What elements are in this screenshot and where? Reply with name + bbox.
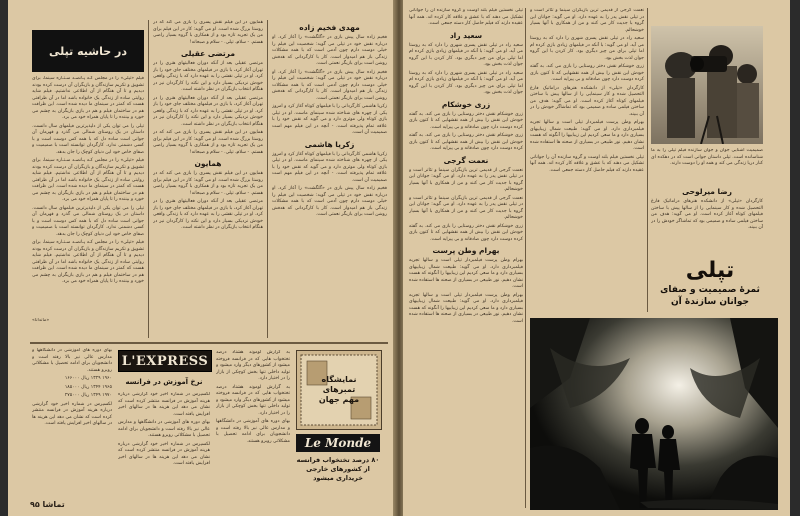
lexpress-logo: L'EXPRESS	[118, 350, 212, 372]
intro-body	[651, 148, 763, 182]
col1-body	[32, 76, 144, 330]
col3-paragraph: زکریا هاشمی کارگردانی را با فیلمهای کوتاه آغاز کرد و امروز یکی از چهره های شناخته شده سینمای ماست. او در تپلی بازی کوتاه ولی موثری دارد و می گوید که نقش خود را با علاقه تمام پذیرفته است. - آنچه در این فیلم مهم است صمیمیت آن است.	[272, 104, 387, 135]
column-rule	[267, 20, 268, 338]
col3-paragraph: فخیم زاده سال پیش بازی در «گلگشت» را آغاز کرد. او درباره نقش خود در تپلی می گوید: شخصیت این فیلم را خیلی دوست دارم چون آدمی است که با همه مشکلات زندگی باز هم امیدوار است. کار با کارگردانی که هدفش روشن است برای بازیگر نعمتی است.	[272, 186, 387, 217]
lexpress-paragraph: لکسپرس در شماره اخیر خود گزارشی درباره هزینه آموزش در فرانسه منتشر کرده است که نشان می دهد این هزینه ها در سالهای اخیر افزایش یافته است.	[118, 392, 210, 417]
colB-paragraph: بهرام وطن پرست فیلمبردار تپلی است و سالها تجربه فیلمبرداری دارد. او می گوید: طبیعت شمال زیباییهای بسیاری دارد و ما سعی کردیم این زیباییها را آنگونه که هست نشان دهیم. نور طبیعی در بسیاری از صحنه ها استفاده شده است.	[530, 120, 644, 151]
lexpress-paragraph: بهای دوره های آموزشی در دانشگاهها و مدارس عالی نیز بالا رفته است و دانشجویان برای ادامه تحصیل با مشکلاتی روبرو هستند.	[118, 420, 210, 438]
col1-paragraph: تپلی را می توان یکی از دلپذیرترین فیلمهای سال دانست. داستان در یک روستای شمالی می گذرد و قهرمان آن جوانی است ساده دل که با همه کس دوست است و با کسی دشمنی ندارد. کارگردان توانسته است با صمیمیت و صفای خاص خود این دنیای کوچک را جان بدهد.	[32, 205, 144, 237]
col2-intro: همایون در این فیلم نقش پسری را بازی می کند که در روستا بزرگ شده است. او می گوید: کار در این فیلم برای من یک تجربه تازه بود و از همکاری با گروه بسیار راضی هستم. - سلام، تپلی. - سلام و صبحانه!	[153, 20, 263, 45]
stamp-line-1: نمایشگاه	[321, 375, 357, 384]
right-page	[403, 0, 800, 516]
colA-paragraph: نعمت گرجی از قدیمی ترین بازیگران سینما و تئاتر است و در تپلی نقش پدر را به عهده دارد. او می گوید: جوانان این گروه با جدیت کار می کنند و من از همکاری با آنها بسیار خوشحالم.	[409, 195, 523, 220]
heading-homayoun: همایون	[194, 159, 222, 168]
heading-reza: رضا میرلوحی	[682, 187, 732, 196]
reza-section	[651, 184, 763, 254]
col2-paragraph: همایون در این فیلم نقش پسری را بازی می کند که در روستا بزرگ شده است. او می گوید: کار در این فیلم برای من یک تجربه تازه بود و از همکاری با گروه بسیار راضی هستم. - سلام، تپلی. - سلام و صبحانه!	[153, 130, 263, 155]
feature-title: تپلی	[685, 258, 735, 283]
lemonde-logo: Le Monde	[296, 434, 380, 452]
page-footer: تماشا ۹۵	[30, 500, 65, 509]
signature-block	[32, 318, 144, 330]
lexpress-headline: نرخ آموزش در فرانسه	[125, 378, 203, 386]
lemonde-paragraph: بهای دوره های آموزشی در دانشگاهها و مدارس عالی نیز بالا رفته است و دانشجویان برای ادامه تحصیل با مشکلاتی روبرو هستند.	[216, 419, 290, 444]
colB-body	[530, 8, 644, 312]
heading-zakaria: زکریا هاشمی	[304, 139, 355, 149]
heading-saeed: سعید راد	[449, 30, 483, 40]
colA-paragraph: زری خوشکام نقش دختر روستایی را بازی می کند. به گفته خودش این نقش را بیش از همه نقشهایی که تا کنون بازی کرده دوست دارد چون صادقانه و بی پیرایه است.	[409, 223, 523, 242]
column-rule	[525, 8, 526, 508]
colA-paragraph: سعید راد در تپلی نقش پسری شهری را دارد که به روستا می آید. او می گوید: با آنکه در فیلمهای زیادی بازی کرده ام اما تپلی برای من چیز دیگری بود. کار کردن با این گروه جوان لذت بخش بود.	[409, 70, 523, 95]
colB-paragraph: کارگردان «تپلی» از دانشکده هنرهای دراماتیک فارغ التحصیل شده و کار سینمایی را از سالها پیش با ساختن فیلمهای کوتاه آغاز کرده است. او می گوید: هدف من ساختن فیلمی ساده و صمیمی بود که تماشاگر خودش را در آن ببیند.	[530, 85, 644, 117]
col3-paragraph: زکریا هاشمی کارگردانی را با فیلمهای کوتاه آغاز کرد و امروز یکی از چهره های شناخته شده سینمای ماست. او در تپلی بازی کوتاه ولی موثری دارد و می گوید که نقش خود را با علاقه تمام پذیرفته است. - آنچه در این فیلم مهم است صمیمیت آن است.	[272, 151, 387, 183]
col3-body	[272, 20, 387, 338]
forest-photo-image	[530, 318, 778, 510]
lemonde-sub2: خریداری میشود	[313, 474, 363, 482]
stamp-line-3: مهم جهان	[318, 395, 360, 404]
lemonde-sub1: از کشورهای خارجی	[306, 465, 370, 473]
forest-photo	[530, 318, 778, 510]
lexpress-paragraph: لکسپرس در شماره اخیر خود گزارشی درباره هزینه آموزش در فرانسه منتشر کرده است که نشان می دهد این هزینه ها در سالهای اخیر افزایش یافته است.	[118, 441, 210, 466]
colA-paragraph: تپلی نخستین فیلم بلند اوست و گروه سازنده آن را جوانانی تشکیل می دهند که با عشق و علاقه کار کرده اند. همه آنها عقیده دارند که فیلم حاصل کار دسته جمعی است.	[409, 8, 523, 26]
price-row: ۱۹۷۰ ۱۳۴۹ ریال ۲۷۵۰۰۰	[64, 393, 112, 398]
colB-paragraph: زری خوشکام نقش دختر روستایی را بازی می کند. به گفته خودش این نقش را بیش از همه نقشهایی که تا کنون بازی کرده دوست دارد چون صادقانه و بی پیرایه است.	[530, 64, 644, 82]
col2-paragraph: مرتضی عقیلی بعد از آنکه دوران فعالیتهای هنری را در تهران آغاز کرد، با بازی در فیلمهای مختلف جای خود را باز کرد. او در تپلی نقشی را به عهده دارد که با زندگی واقعی خودش نزدیکی بسیار دارد و این نکته را کارگردان نیز در هنگام انتخاب بازیگران در نظر داشته است.	[153, 199, 263, 230]
col1-paragraph: فیلم «تپلی» را در مجلس کـه پـانصـد سـتـاره سینما، برای تشویق و تکریم سازندگان و بازیگران آن درست کرده بودند دیدیم و تا آن هنگام از آن اطلاعی نداشتیم. فیلم شاید روایتی ساده از زندگی یک خانواده باشد اما در آن ظرافتی هست که کمتر در سینمای ما دیده شده است. این ظرافت هم در ساختمان فیلم و هم در بازی بازیگران به چشم می خورد و بیننده را تا پایان همراه خود می برد.	[32, 76, 144, 120]
heading-fakhimzadeh: مهدی فخیم زاده	[299, 23, 360, 32]
prices-paragraph: لکسپرس در شماره اخیر خود گزارشی درباره هزینه آموزش در فرانسه منتشر کرده است که نشان می دهد این هزینه ها در سالهای اخیر افزایش یافته است.	[32, 401, 112, 426]
col1-paragraph: تپلی را می توان یکی از دلپذیرترین فیلمهای سال دانست. داستان در یک روستای شمالی می گذرد و قهرمان آن جوانی است ساده دل که با همه کس دوست است و با کسی دشمنی ندارد. کارگردان توانسته است با صمیمیت و صفای خاص خود این دنیای کوچک را جان بدهد.	[32, 123, 144, 155]
feature-title-block	[651, 258, 769, 308]
outer-edge-left	[0, 0, 4, 516]
prices-block	[32, 348, 112, 498]
col3-paragraph: فخیم زاده سال پیش بازی در «گلگشت» را آغاز کرد. او درباره نقش خود در تپلی می گوید: شخصیت این فیلم را خیلی دوست دارم چون آدمی است که با همه مشکلات زندگی باز هم امیدوار است. کار با کارگردانی که هدفش روشن است برای بازیگر نعمتی است.	[272, 35, 387, 66]
colA-paragraph: بهرام وطن پرست فیلمبردار تپلی است و سالها تجربه فیلمبرداری دارد. او می گوید: طبیعت شمال زیباییهای بسیاری دارد و ما سعی کردیم این زیباییها را آنگونه که هست نشان دهیم. نور طبیعی در بسیاری از صحنه ها استفاده شده است.	[409, 258, 523, 289]
col3-paragraph: فخیم زاده سال پیش بازی در «گلگشت» را آغاز کرد. او درباره نقش خود در تپلی می گوید: شخصیت این فیلم را خیلی دوست دارم چون آدمی است که با همه مشکلات زندگی باز هم امیدوار است. کار با کارگردانی که هدفش روشن است برای بازیگر نعمتی است.	[272, 69, 387, 101]
prices-paragraph: بهای دوره های آموزشی در دانشگاهها و مدارس عالی نیز بالا رفته است و دانشجویان برای ادامه تحصیل با مشکلاتی روبرو هستند.	[32, 348, 112, 373]
section-divider	[30, 342, 388, 344]
lemonde-body	[216, 350, 290, 496]
heading-zari: زری خوشکام	[441, 99, 491, 109]
colA-paragraph: سعید راد در تپلی نقش پسری شهری را دارد که به روستا می آید. او می گوید: با آنکه در فیلمهای زیادی بازی کرده ام اما تپلی برای من چیز دیگری بود. کار کردن با این گروه جوان لذت بخش بود.	[409, 42, 523, 67]
colA-paragraph: بهرام وطن پرست فیلمبردار تپلی است و سالها تجربه فیلمبرداری دارد. او می گوید: طبیعت شمال زیباییهای بسیاری دارد و ما سعی کردیم این زیباییها را آنگونه که هست نشان دهیم. نور طبیعی در بسیاری از صحنه ها استفاده شده است.	[409, 292, 523, 324]
stamp-line-2: تمبرهای	[322, 385, 356, 394]
col2-body	[153, 20, 263, 338]
column-title-box	[32, 30, 144, 72]
price-row: ۱۹۶۰ ۱۳۲۹ ریال ۱۶۶۰۰۰	[64, 376, 112, 381]
column-rule	[647, 8, 648, 312]
feature-subtitle-2: جوانان سازندهٔ آن	[671, 297, 749, 307]
colB-paragraph: سعید راد در تپلی نقش پسری شهری را دارد که به روستا می آید. او می گوید: با آنکه در فیلمهای زیادی بازی کرده ام اما تپلی برای من چیز دیگری بود. کار کردن با این گروه جوان لذت بخش بود.	[530, 36, 644, 61]
colB-paragraph: تپلی نخستین فیلم بلند اوست و گروه سازنده آن را جوانانی تشکیل می دهند که با عشق و علاقه کار کرده اند. همه آنها عقیده دارند که فیلم حاصل کار دسته جمعی است.	[530, 154, 644, 173]
crew-photo-image	[651, 26, 763, 144]
lemonde-headline-block	[296, 456, 380, 483]
colA-paragraph: زری خوشکام نقش دختر روستایی را بازی می کند. به گفته خودش این نقش را بیش از همه نقشهایی که تا کنون بازی کرده دوست دارد چون صادقانه و بی پیرایه است.	[409, 133, 523, 151]
reza-paragraph: کارگردان «تپلی» از دانشکده هنرهای دراماتیک فارغ التحصیل شده و کار سینمایی را از سالها پیش با ساختن فیلمهای کوتاه آغاز کرده است. او می گوید: هدف من ساختن فیلمی ساده و صمیمی بود که تماشاگر خودش را در آن ببیند.	[651, 199, 763, 230]
colA-paragraph: زری خوشکام نقش دختر روستایی را بازی می کند. به گفته خودش این نقش را بیش از همه نقشهایی که تا کنون بازی کرده دوست دارد چون صادقانه و بی پیرایه است.	[409, 111, 523, 130]
lemonde-paragraph: به گزارش لوموند هشتاد درصد تختخواب هایی که در فرانسه فروخته میشود از کشورهای دیگر وارد میشود و تولید داخلی تنها بخش کوچکی از بازار را در اختیار دارد.	[216, 350, 290, 381]
heading-bahram: بهرام وطن پرست	[432, 246, 500, 255]
intro-paragraph: صمیمیت آشنایی جوان و جوان سازنده فیلم تپلی را به ما شناسانده است. تپلی داستان جوانی است که در دهکده ای کنار دریا زندگی می کند و همه او را دوست دارند.	[651, 148, 763, 166]
heading-morteza: مرتضی عقیلی	[181, 49, 235, 58]
heading-nematollah: نعمت گرجی	[443, 155, 489, 165]
lexpress-headline-box	[118, 374, 210, 388]
column-rule	[148, 20, 149, 338]
col2-paragraph: مرتضی عقیلی بعد از آنکه دوران فعالیتهای هنری را در تهران آغاز کرد، با بازی در فیلمهای مختلف جای خود را باز کرد. او در تپلی نقشی را به عهده دارد که با زندگی واقعی خودش نزدیکی بسیار دارد و این نکته را کارگردان نیز در هنگام انتخاب بازیگران در نظر داشته است.	[153, 61, 263, 92]
feature-subtitle-1: ثمرهٔ صمیمیت و صفای	[660, 285, 760, 295]
column-title: در حاشیه تپلی	[49, 44, 127, 58]
stamp-ad	[296, 350, 382, 430]
col1-paragraph: فیلم «تپلی» را در مجلس کـه پـانصـد سـتـاره سینما، برای تشویق و تکریم سازندگان و بازیگران آن درست کرده بودند دیدیم و تا آن هنگام از آن اطلاعی نداشتیم. فیلم شاید روایتی ساده از زندگی یک خانواده باشد اما در آن ظرافتی هست که کمتر در سینمای ما دیده شده است. این ظرافت هم در ساختمان فیلم و هم در بازی بازیگران به چشم می خورد و بیننده را تا پایان همراه خود می برد.	[32, 158, 144, 202]
left-page	[0, 0, 395, 516]
colA-paragraph: نعمت گرجی از قدیمی ترین بازیگران سینما و تئاتر است و در تپلی نقش پدر را به عهده دارد. او می گوید: جوانان این گروه با جدیت کار می کنند و من از همکاری با آنها بسیار خوشحالم.	[409, 167, 523, 192]
lexpress-body	[118, 392, 210, 496]
crew-photo	[651, 26, 763, 144]
lemonde-paragraph: به گزارش لوموند هشتاد درصد تختخواب هایی که در فرانسه فروخته میشود از کشورهای دیگر وارد میشود و تولید داخلی تنها بخش کوچکی از بازار را در اختیار دارد.	[216, 384, 290, 416]
price-row: ۱۹۶۵ ۱۳۴۴ ریال ۱۸۵۰۰۰	[64, 384, 112, 390]
page-edge	[790, 0, 800, 516]
colB-paragraph: نعمت گرجی از قدیمی ترین بازیگران سینما و تئاتر است و در تپلی نقش پدر را به عهده دارد. او می گوید: جوانان این گروه با جدیت کار می کنند و من از همکاری با آنها بسیار خوشحالم.	[530, 8, 644, 33]
signature: «ماندانا»	[32, 318, 50, 323]
col2-paragraph: مرتضی عقیلی بعد از آنکه دوران فعالیتهای هنری را در تهران آغاز کرد، با بازی در فیلمهای مختلف جای خود را باز کرد. او در تپلی نقشی را به عهده دارد که با زندگی واقعی خودش نزدیکی بسیار دارد و این نکته را کارگردان نیز در هنگام انتخاب بازیگران در نظر داشته است.	[153, 95, 263, 127]
colA-body	[409, 8, 523, 508]
col2-paragraph: همایون در این فیلم نقش پسری را بازی می کند که در روستا بزرگ شده است. او می گوید: کار در این فیلم برای من یک تجربه تازه بود و از همکاری با گروه بسیار راضی هستم. - سلام، تپلی. - سلام و صبحانه!	[153, 171, 263, 196]
col1-paragraph: فیلم «تپلی» را در مجلس کـه پـانصـد سـتـاره سینما، برای تشویق و تکریم سازندگان و بازیگران آن درست کرده بودند دیدیم و تا آن هنگام از آن اطلاعی نداشتیم. فیلم شاید روایتی ساده از زندگی یک خانواده باشد اما در آن ظرافتی هست که کمتر در سینمای ما دیده شده است. این ظرافت هم در ساختمان فیلم و هم در بازی بازیگران به چشم می خورد و بیننده را تا پایان همراه خود می برد.	[32, 240, 144, 284]
lemonde-headline: ۸۰ درصد تختخواب فرانسه	[296, 456, 380, 464]
